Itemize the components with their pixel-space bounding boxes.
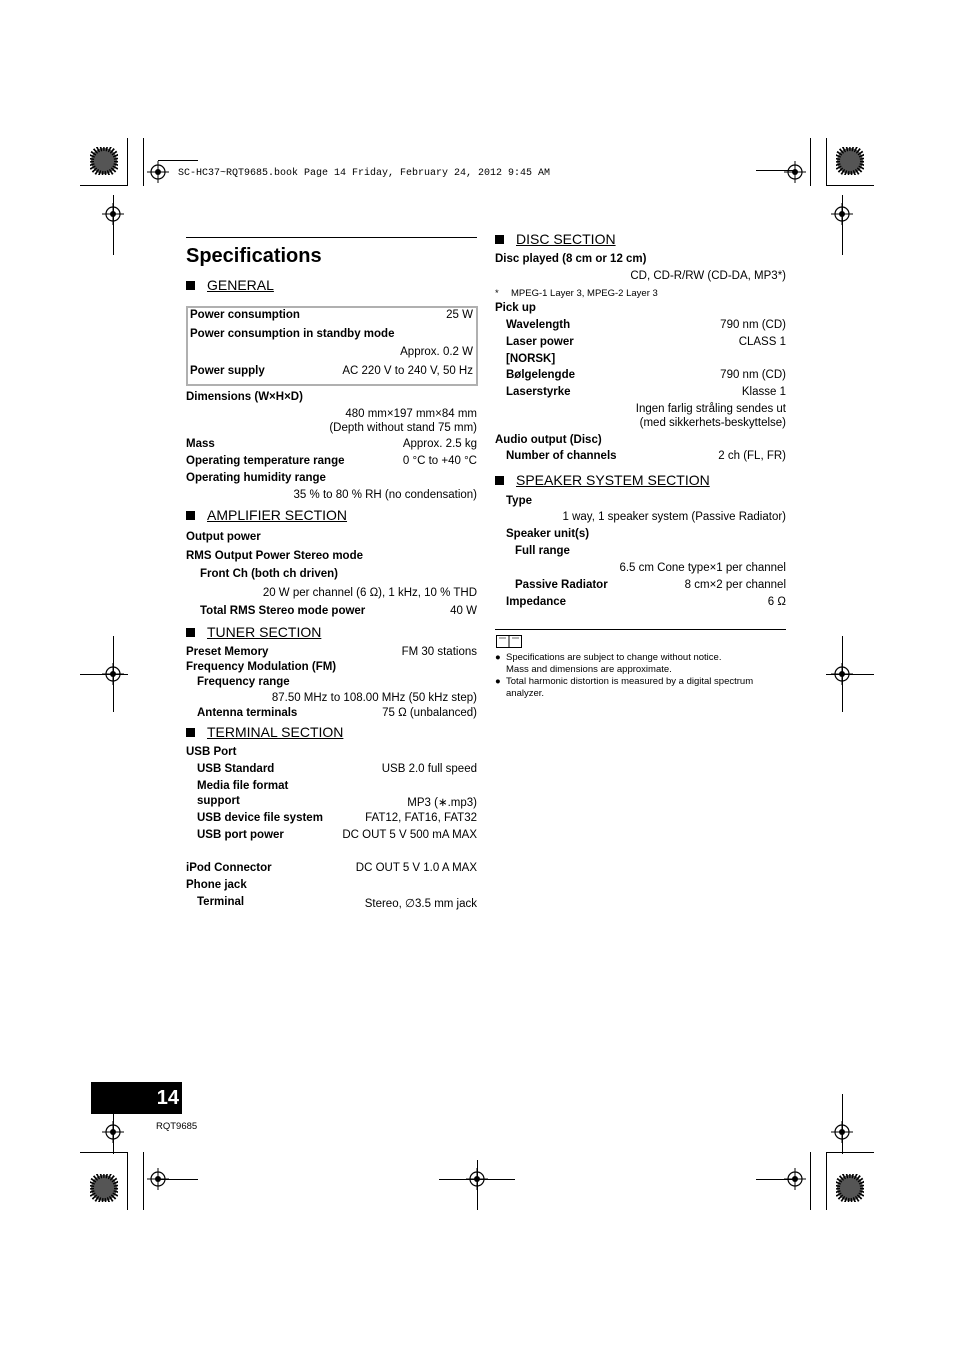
ipod-row: iPod Connector DC OUT 5 V 1.0 A MAX [186, 862, 477, 874]
note-1b: Mass and dimensions are approximate. [506, 664, 672, 675]
media-format-row: support MP3 (∗.mp3) [197, 795, 477, 809]
section-amplifier: AMPLIFIER SECTION [186, 507, 347, 523]
registration-mark-icon [147, 161, 169, 183]
square-bullet-icon [186, 281, 195, 290]
freq-range-value: 87.50 MHz to 108.00 MHz (50 kHz step) [271, 692, 477, 704]
media-format-label: Media file format [197, 780, 289, 792]
section-tuner: TUNER SECTION [186, 624, 321, 640]
phone-jack-label: Phone jack [186, 879, 247, 891]
full-range-label: Full range [515, 545, 570, 557]
passive-radiator-row: Passive Radiator 8 cm×2 per channel [515, 579, 786, 591]
rosette-icon [836, 1174, 864, 1202]
usb-fs-row: USB device file system FAT12, FAT16, FAT32 [197, 812, 477, 824]
standby-value: Approx. 0.2 W [400, 346, 473, 358]
section-speaker: SPEAKER SYSTEM SECTION [495, 472, 710, 488]
dimensions-value: 480 mm×197 mm×84 mm [345, 408, 477, 420]
laser-row: Laser power CLASS 1 [506, 336, 786, 348]
square-bullet-icon [186, 628, 195, 637]
notes-rule [495, 629, 786, 630]
note-1a: Specifications are subject to change without notice. [506, 652, 722, 663]
ingen-line-2: (med sikkerhets-beskyttelse) [639, 417, 786, 429]
op-humidity-label: Operating humidity range [186, 472, 326, 484]
rms-label: RMS Output Power Stereo mode [186, 550, 363, 562]
wavelength-row: Wavelength 790 nm (CD) [506, 319, 786, 331]
power-consumption-row: Power consumption 25 W [190, 309, 473, 321]
laserstyrke-row: Laserstyrke Klasse 1 [506, 386, 786, 398]
usb-port-label: USB Port [186, 746, 237, 758]
ingen-line-1: Ingen farlig stråling sendes ut [635, 403, 786, 415]
disc-played-label: Disc played (8 cm or 12 cm) [495, 253, 647, 265]
power-supply-row: Power supply AC 220 V to 240 V, 50 Hz [190, 365, 473, 377]
type-value: 1 way, 1 speaker system (Passive Radiator) [562, 511, 786, 523]
impedance-row: Impedance 6 Ω [506, 596, 786, 608]
front-ch-value: 20 W per channel (6 Ω), 1 kHz, 10 % THD [262, 587, 477, 599]
preset-row: Preset Memory FM 30 stations [186, 646, 477, 658]
registration-mark-icon [784, 161, 806, 183]
full-range-value: 6.5 cm Cone type×1 per channel [619, 562, 786, 574]
page-title: Specifications [186, 245, 322, 267]
usb-power-row: USB port power DC OUT 5 V 500 mA MAX [197, 829, 477, 841]
square-bullet-icon [495, 476, 504, 485]
audio-output-label: Audio output (Disc) [495, 434, 602, 446]
note-2b: analyzer. [506, 688, 545, 699]
rosette-icon [836, 147, 864, 175]
pickup-label: Pick up [495, 302, 536, 314]
square-bullet-icon [186, 728, 195, 737]
fm-label: Frequency Modulation (FM) [186, 661, 337, 673]
op-humidity-value: 35 % to 80 % RH (no condensation) [293, 489, 477, 501]
bullet-icon: ● [495, 676, 501, 687]
op-temp-row: Operating temperature range 0 °C to +40 °C [186, 455, 477, 467]
dimensions-value-2: (Depth without stand 75 mm) [329, 422, 477, 434]
bullet-icon: ● [495, 652, 501, 663]
footnote-mark: * [495, 288, 499, 299]
note-2a: Total harmonic distortion is measured by a digital spectrum [506, 676, 754, 687]
type-label: Type [506, 495, 532, 507]
document-code: RQT9685 [156, 1121, 198, 1132]
disc-played-value: CD, CD-R/RW (CD-DA, MP3*) [630, 270, 786, 282]
section-disc: DISC SECTION [495, 231, 616, 247]
speaker-units-label: Speaker unit(s) [506, 528, 590, 540]
total-rms-row: Total RMS Stereo mode power 40 W [200, 605, 477, 617]
dimensions-label: Dimensions (W×H×D) [186, 391, 303, 403]
bolgelengde-row: Bølgelengde 790 nm (CD) [506, 369, 786, 381]
page-number: 14 [156, 1087, 179, 1109]
rosette-icon [90, 147, 118, 175]
footnote-text: MPEG-1 Layer 3, MPEG-2 Layer 3 [511, 288, 658, 299]
mass-row: Mass Approx. 2.5 kg [186, 438, 477, 450]
freq-range-label: Frequency range [197, 676, 290, 688]
antenna-row: Antenna terminals 75 Ω (unbalanced) [197, 707, 477, 719]
output-power-label: Output power [186, 531, 261, 543]
usb-standard-row: USB Standard USB 2.0 full speed [197, 763, 477, 775]
title-rule [186, 237, 477, 238]
front-ch-label: Front Ch (both ch driven) [200, 568, 338, 580]
book-icon [496, 635, 522, 653]
channels-row: Number of channels 2 ch (FL, FR) [506, 450, 786, 462]
square-bullet-icon [495, 235, 504, 244]
rosette-icon [90, 1174, 118, 1202]
standby-label: Power consumption in standby mode [190, 328, 395, 340]
terminal-row: Terminal Stereo, ∅3.5 mm jack [197, 896, 477, 910]
square-bullet-icon [186, 511, 195, 520]
file-info-line: SC-HC37~RQT9685.book Page 14 Friday, February 24, 2012 9:45 AM [178, 168, 551, 179]
section-terminal: TERMINAL SECTION [186, 724, 343, 740]
section-general: GENERAL [186, 277, 274, 293]
norsk-label: [NORSK] [506, 353, 556, 365]
